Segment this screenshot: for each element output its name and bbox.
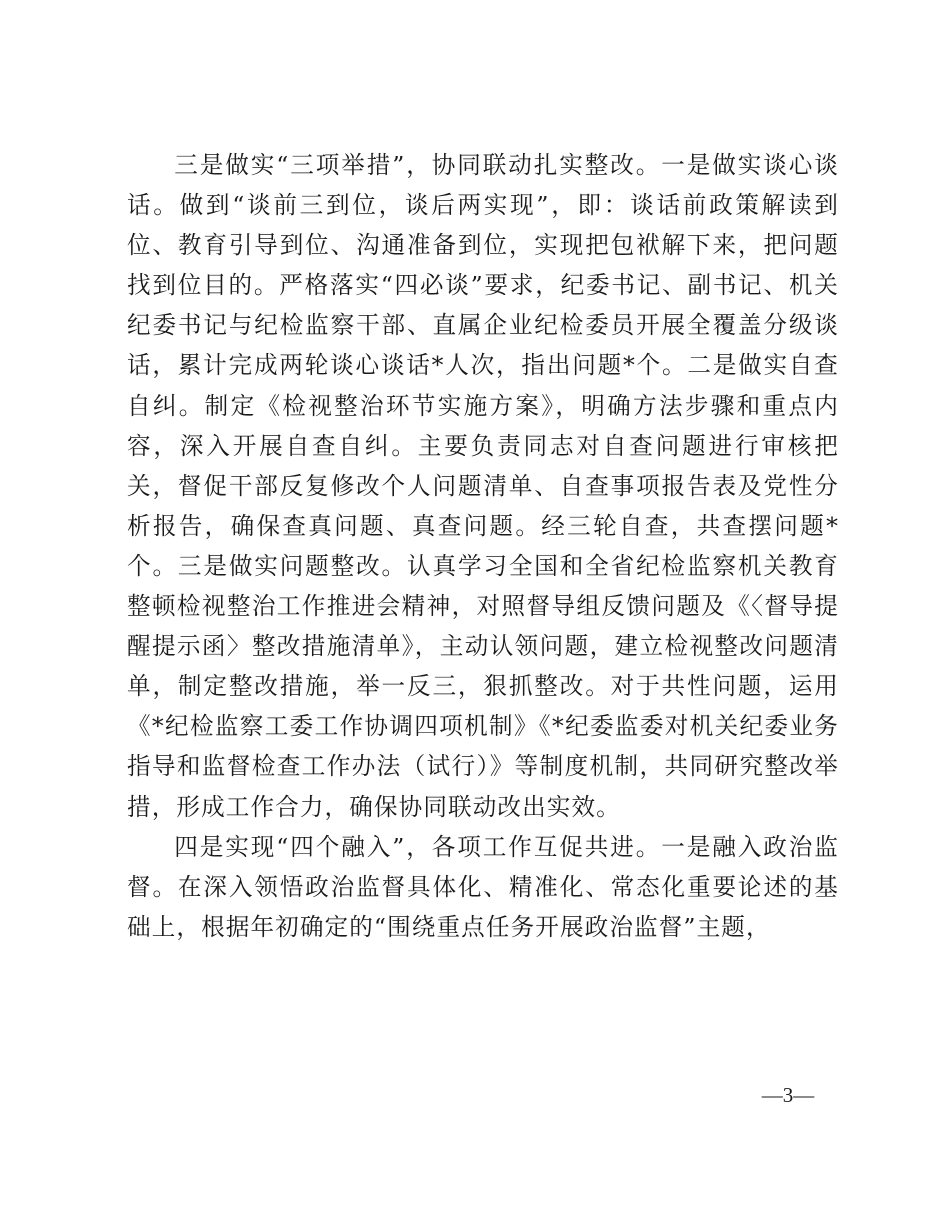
- paragraph-four-integrations: 四是实现“四个融入”，各项工作互促共进。一是融入政治监督。在深入领悟政治监督具体化、精准化、常态化重要论述的基础上，根据年初确定的“围绕重点任务开展政治监督”主题，: [127, 832, 839, 941]
- paragraph-three-measures: 三是做实“三项举措”，协同联动扎实整改。一是做实谈心谈话。做到“谈前三到位，谈后两实现”，即：谈话前政策解读到位、教育引导到位、沟通准备到位，实现把包袱解下来，把问题找到位目的。严格落实“四必谈”要求，纪委书记、副书记、机关纪委书记与纪检监察干部、直属企业纪检委员开展全覆盖分级谈话，累计完成两轮谈心谈话*人次，指出问题*个。二是做实自查自纠。制定《检视整治环节实施方案》，明确方法步骤和重点内容，深入开展自查自纠。主要负责同志对自查问题进行审核把关，督促干部反复修改个人问题清单、自查事项报告表及党性分析报告，确保查真问题、真查问题。经三轮自查，共查摆问题*个。三是做实问题整改。认真学习全国和全省纪检监察机关教育整顿检视整治工作推进会精神，对照督导组反馈问题及《〈督导提醒提示函〉整改措施清单》，主动认领问题，建立检视整改问题清单，制定整改措施，举一反三，狠抓整改。对于共性问题，运用《*纪检监察工委工作协调四项机制》《*纪委监委对机关纪委业务指导和监督检查工作办法（试行）》等制度机制，共同研究整改举措，形成工作合力，确保协同联动改出实效。: [127, 151, 839, 821]
- page-number: —3—: [761, 1083, 815, 1107]
- document-body: [127, 145, 839, 947]
